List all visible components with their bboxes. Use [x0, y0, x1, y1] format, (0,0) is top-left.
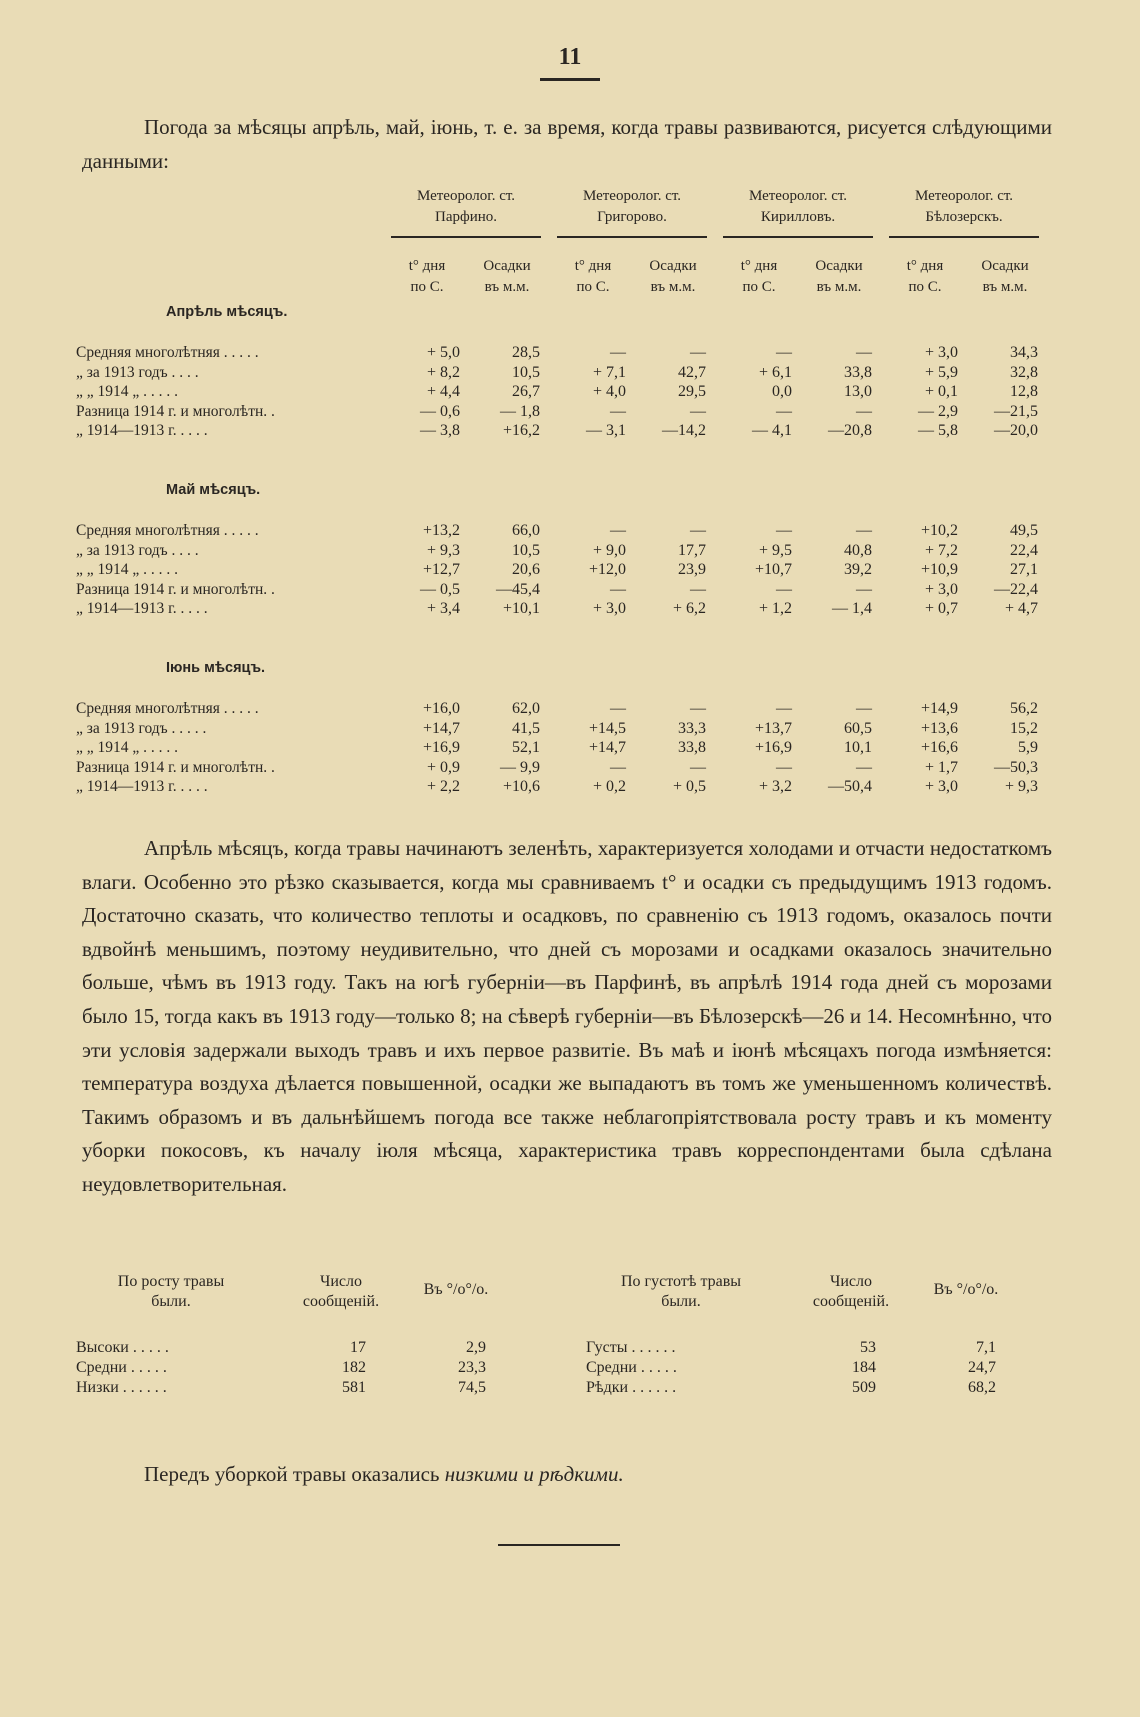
- subheader-line: Осадки: [649, 258, 697, 274]
- value-cell: 66,0: [512, 522, 540, 539]
- station-header: [884, 186, 1044, 238]
- subheader-line: по С.: [742, 279, 776, 295]
- row-label: „ „ 1914 „ . . . . .: [76, 383, 179, 400]
- row-label: „ 1914—1913 г. . . . .: [76, 778, 208, 795]
- grass-head-pct: Въ °/о°/о.: [933, 1281, 999, 1298]
- value-cell: 33,3: [678, 719, 706, 737]
- grass-row-label: Низки . . . . . .: [76, 1379, 167, 1396]
- value-cell: — 2,9: [918, 402, 958, 420]
- value-cell: 23,9: [678, 561, 706, 578]
- value-cell: —: [610, 522, 626, 539]
- value-cell: 15,2: [1010, 719, 1038, 737]
- value-cell: 33,8: [844, 363, 872, 381]
- value-cell: + 1,2: [758, 600, 792, 617]
- row-label: Разница 1914 г. и многолѣтн. .: [76, 402, 275, 420]
- row-label: „ 1914—1913 г. . . . .: [76, 422, 208, 439]
- grass-head-label: По росту травы: [117, 1273, 225, 1290]
- grass-row-label: Средни . . . . .: [586, 1359, 677, 1376]
- value-cell: + 5,0: [426, 344, 460, 361]
- grass-head-pct: Въ °/о°/о.: [423, 1281, 489, 1298]
- value-cell: +14,7: [422, 719, 460, 737]
- value-cell: + 0,1: [924, 383, 958, 400]
- station-rule: [557, 236, 707, 238]
- value-cell: + 3,0: [924, 344, 958, 361]
- value-cell: 39,2: [844, 561, 872, 578]
- value-cell: — 4,1: [752, 422, 792, 439]
- value-cell: —: [856, 522, 872, 539]
- value-cell: —: [776, 758, 792, 776]
- page-number: 11: [558, 44, 582, 70]
- value-cell: — 0,5: [420, 580, 460, 598]
- value-cell: 10,5: [512, 363, 540, 381]
- value-cell: 40,8: [844, 541, 872, 559]
- value-cell: —: [856, 700, 872, 717]
- subheader-line: по С.: [576, 279, 610, 295]
- value-cell: +16,9: [422, 739, 460, 756]
- value-cell: 22,4: [1010, 541, 1038, 559]
- conclusion-line: [144, 1462, 624, 1487]
- value-cell: —: [856, 344, 872, 361]
- subheader-line: въ м.м.: [650, 279, 696, 295]
- grass-row-count: 509: [852, 1379, 876, 1396]
- value-cell: +16,2: [502, 422, 540, 439]
- value-cell: 28,5: [512, 344, 540, 361]
- value-cell: + 6,1: [758, 363, 792, 381]
- value-cell: — 1,8: [500, 402, 540, 420]
- row-label: Разница 1914 г. и многолѣтн. .: [76, 758, 275, 776]
- value-cell: — 0,6: [420, 402, 460, 420]
- value-cell: —: [610, 402, 626, 420]
- value-cell: +13,6: [920, 719, 958, 737]
- prec-subheader: [638, 256, 708, 298]
- value-cell: —: [856, 758, 872, 776]
- value-cell: — 3,1: [586, 422, 626, 439]
- value-cell: + 0,2: [592, 778, 626, 795]
- value-cell: 41,5: [512, 719, 540, 737]
- value-cell: +14,5: [588, 719, 626, 737]
- value-cell: +10,7: [754, 561, 792, 578]
- value-cell: +10,2: [920, 522, 958, 539]
- value-cell: —: [776, 344, 792, 361]
- end-rule: [498, 1544, 620, 1546]
- value-cell: + 8,2: [426, 363, 460, 381]
- value-cell: —: [690, 758, 706, 776]
- value-cell: + 9,0: [592, 541, 626, 559]
- value-cell: 17,7: [678, 541, 706, 559]
- value-cell: 29,5: [678, 383, 706, 400]
- station-rule: [723, 236, 873, 238]
- grass-row-pct: 7,1: [976, 1339, 996, 1356]
- station-line1: Метеоролог. ст.: [582, 188, 682, 204]
- value-cell: —: [690, 522, 706, 539]
- value-cell: + 4,0: [592, 383, 626, 400]
- value-cell: + 9,3: [426, 541, 460, 559]
- value-cell: —20,8: [828, 422, 872, 439]
- station-line1: Метеоролог. ст.: [748, 188, 848, 204]
- value-cell: —: [856, 402, 872, 420]
- value-cell: + 0,7: [924, 600, 958, 617]
- grass-row-label: Средни . . . . .: [76, 1359, 167, 1376]
- temp-subheader: [890, 256, 960, 298]
- value-cell: 27,1: [1010, 561, 1038, 578]
- subheader-line: Осадки: [815, 258, 863, 274]
- value-cell: +16,9: [754, 739, 792, 756]
- station-header: [718, 186, 878, 238]
- value-cell: —: [610, 580, 626, 598]
- temp-subheader: [724, 256, 794, 298]
- row-label: „ „ 1914 „ . . . . .: [76, 739, 179, 756]
- row-label: Средняя многолѣтняя . . . . .: [76, 700, 259, 717]
- row-label: „ „ 1914 „ . . . . .: [76, 561, 179, 578]
- grass-row-pct: 24,7: [968, 1359, 996, 1376]
- value-cell: —: [776, 700, 792, 717]
- subheader-line: по С.: [908, 279, 942, 295]
- value-cell: +12,0: [588, 561, 626, 578]
- temp-subheader: [558, 256, 628, 298]
- value-cell: — 5,8: [918, 422, 958, 439]
- value-cell: —: [690, 402, 706, 420]
- value-cell: +10,9: [920, 561, 958, 578]
- value-cell: 33,8: [678, 739, 706, 756]
- value-cell: + 0,5: [672, 778, 706, 795]
- value-cell: —50,4: [828, 778, 872, 795]
- grass-row-pct: 23,3: [458, 1359, 486, 1376]
- value-cell: —21,5: [994, 402, 1038, 420]
- subheader-line: t° дня: [574, 258, 612, 274]
- station-line1: Метеоролог. ст.: [914, 188, 1014, 204]
- station-name: Григорово.: [597, 209, 667, 225]
- value-cell: + 7,1: [592, 363, 626, 381]
- conclusion-text: Передъ уборкой травы оказались: [144, 1462, 440, 1486]
- value-cell: 62,0: [512, 700, 540, 717]
- value-cell: +10,6: [502, 778, 540, 795]
- value-cell: + 7,2: [924, 541, 958, 559]
- value-cell: —: [776, 522, 792, 539]
- value-cell: + 2,2: [426, 778, 460, 795]
- value-cell: 56,2: [1010, 700, 1038, 717]
- value-cell: —22,4: [994, 580, 1038, 598]
- subheader-line: въ м.м.: [982, 279, 1028, 295]
- value-cell: +16,0: [422, 700, 460, 717]
- subheader-line: въ м.м.: [484, 279, 530, 295]
- station-rule: [889, 236, 1039, 238]
- grass-row-count: 53: [860, 1339, 876, 1356]
- row-label: „ 1914—1913 г. . . . .: [76, 600, 208, 617]
- value-cell: 13,0: [844, 383, 872, 400]
- value-cell: +12,7: [422, 561, 460, 578]
- row-label: Средняя многолѣтняя . . . . .: [76, 344, 259, 361]
- value-cell: 52,1: [512, 739, 540, 756]
- value-cell: 60,5: [844, 719, 872, 737]
- station-name: Кирилловъ.: [760, 209, 836, 225]
- grass-row-label: Рѣдки . . . . . .: [586, 1379, 677, 1396]
- value-cell: —45,4: [496, 580, 540, 598]
- grass-row-count: 184: [852, 1359, 876, 1376]
- subheader-line: t° дня: [740, 258, 778, 274]
- value-cell: 10,1: [844, 739, 872, 756]
- value-cell: + 3,0: [924, 778, 958, 795]
- value-cell: 34,3: [1010, 344, 1038, 361]
- value-cell: 0,0: [772, 383, 792, 400]
- subheader-line: Осадки: [981, 258, 1029, 274]
- value-cell: + 3,2: [758, 778, 792, 795]
- value-cell: —: [610, 344, 626, 361]
- grass-head-count: Число: [829, 1273, 873, 1290]
- value-cell: —: [856, 580, 872, 598]
- grass-head-count: сообщеній.: [812, 1293, 890, 1310]
- value-cell: —: [610, 700, 626, 717]
- value-cell: +16,6: [920, 739, 958, 756]
- prec-subheader: [970, 256, 1040, 298]
- value-cell: +13,7: [754, 719, 792, 737]
- prec-subheader: [804, 256, 874, 298]
- subheader-line: Осадки: [483, 258, 531, 274]
- month-title: Іюнь мѣсяцъ.: [166, 660, 266, 676]
- value-cell: —: [610, 758, 626, 776]
- value-cell: — 9,9: [500, 758, 540, 776]
- value-cell: + 5,9: [924, 363, 958, 381]
- intro-text: Погода за мѣсяцы апрѣль, май, іюнь, т. е. за время, когда травы развиваются, рисуется слѣдующими данными:: [82, 115, 1052, 173]
- value-cell: —: [690, 580, 706, 598]
- value-cell: —: [776, 580, 792, 598]
- station-header: [552, 186, 712, 238]
- grass-head-label: По густотѣ травы: [620, 1273, 742, 1290]
- station-line1: Метеоролог. ст.: [416, 188, 516, 204]
- grass-row-label: Густы . . . . . .: [586, 1339, 676, 1356]
- value-cell: —: [690, 344, 706, 361]
- month-title: Апрѣль мѣсяцъ.: [166, 304, 288, 320]
- value-cell: + 3,4: [426, 600, 460, 617]
- body-paragraph: [82, 832, 1052, 1202]
- station-name: Бѣлозерскъ.: [925, 209, 1003, 225]
- value-cell: —20,0: [994, 422, 1038, 439]
- subheader-line: по С.: [410, 279, 444, 295]
- value-cell: + 4,4: [426, 383, 460, 400]
- grass-row-count: 581: [342, 1379, 366, 1396]
- value-cell: 26,7: [512, 383, 540, 400]
- grass-row-count: 17: [350, 1339, 366, 1356]
- value-cell: 42,7: [678, 363, 706, 381]
- grass-head-count: сообщеній.: [302, 1293, 380, 1310]
- value-cell: +14,9: [920, 700, 958, 717]
- subheader-line: t° дня: [906, 258, 944, 274]
- month-title: Май мѣсяцъ.: [166, 482, 261, 498]
- subheader-line: t° дня: [408, 258, 446, 274]
- value-cell: + 9,5: [758, 541, 792, 559]
- value-cell: + 6,2: [672, 600, 706, 617]
- row-label: Разница 1914 г. и многолѣтн. .: [76, 580, 275, 598]
- value-cell: +10,1: [502, 600, 540, 617]
- paragraph-text: Апрѣль мѣсяцъ, когда травы начинаютъ зеленѣть, характеризуется холодами и отчасти недостаткомъ влаги. Особенно это рѣзко сказывается, когда мы сравниваемъ t° и осадки съ предыдущимъ 1913 годомъ. Достаточно сказать, что количество теплоты и осадковъ, по сравненію съ 1913 годомъ, оказалось почти вдвойнѣ меньшимъ, поэтому неудивительно, что дней съ морозами и осадками оказалось значительно больше, чѣмъ въ 1913 году. Такъ на югѣ губерніи—въ Парфинѣ, въ апрѣлѣ 1914 года дней съ морозами было 15, тогда какъ въ 1913 году—только 8; на сѣверѣ губерніи—въ Бѣлозерскѣ—26 и 14. Несомнѣнно, что эти условія задержали выходъ травъ и ихъ первое развитіе. Въ маѣ и іюнѣ мѣсяцахъ погода измѣняется: температура воздуха дѣлается повышенной, осадки же выпадаютъ въ томъ же уменьшенномъ количествѣ. Такимъ образомъ и въ дальнѣйшемъ погода все также неблагопріятствовала росту травъ и къ моменту уборки покосовъ, къ началу іюля мѣсяца, характеристика травъ корреспондентами была сдѣлана неудовлетворительная.: [82, 836, 1052, 1196]
- grass-row-pct: 2,9: [466, 1339, 486, 1356]
- grass-head-label: были.: [661, 1293, 701, 1310]
- value-cell: —: [690, 700, 706, 717]
- value-cell: 49,5: [1010, 522, 1038, 539]
- grass-row-label: Высоки . . . . .: [76, 1339, 169, 1356]
- temp-subheader: [392, 256, 462, 298]
- grass-row-pct: 68,2: [968, 1379, 996, 1396]
- value-cell: — 3,8: [420, 422, 460, 439]
- value-cell: + 4,7: [1004, 600, 1038, 617]
- grass-row-pct: 74,5: [458, 1379, 486, 1396]
- station-header: [386, 186, 546, 238]
- value-cell: + 1,7: [924, 758, 958, 776]
- value-cell: 20,6: [512, 561, 540, 578]
- value-cell: + 3,0: [924, 580, 958, 598]
- grass-head-count: Число: [319, 1273, 363, 1290]
- grass-row-count: 182: [342, 1359, 366, 1376]
- value-cell: 10,5: [512, 541, 540, 559]
- value-cell: 12,8: [1010, 383, 1038, 400]
- value-cell: 5,9: [1018, 739, 1038, 756]
- value-cell: + 0,9: [426, 758, 460, 776]
- value-cell: — 1,4: [832, 600, 872, 617]
- row-label: Средняя многолѣтняя . . . . .: [76, 522, 259, 539]
- value-cell: +13,2: [422, 522, 460, 539]
- prec-subheader: [472, 256, 542, 298]
- value-cell: + 9,3: [1004, 778, 1038, 795]
- row-label: „ за 1913 годъ . . . . .: [76, 719, 207, 737]
- row-label: „ за 1913 годъ . . . .: [76, 363, 199, 381]
- conclusion-italic: низкими и рѣдкими.: [444, 1462, 624, 1486]
- row-label: „ за 1913 годъ . . . .: [76, 541, 199, 559]
- value-cell: +14,7: [588, 739, 626, 756]
- value-cell: —: [776, 402, 792, 420]
- station-rule: [391, 236, 541, 238]
- grass-head-label: были.: [151, 1293, 191, 1310]
- station-name: Парфино.: [434, 209, 497, 225]
- value-cell: 32,8: [1010, 363, 1038, 381]
- subheader-line: въ м.м.: [816, 279, 862, 295]
- value-cell: —50,3: [994, 758, 1038, 776]
- page-number-underline: [540, 78, 600, 81]
- value-cell: —14,2: [662, 422, 706, 439]
- value-cell: + 3,0: [592, 600, 626, 617]
